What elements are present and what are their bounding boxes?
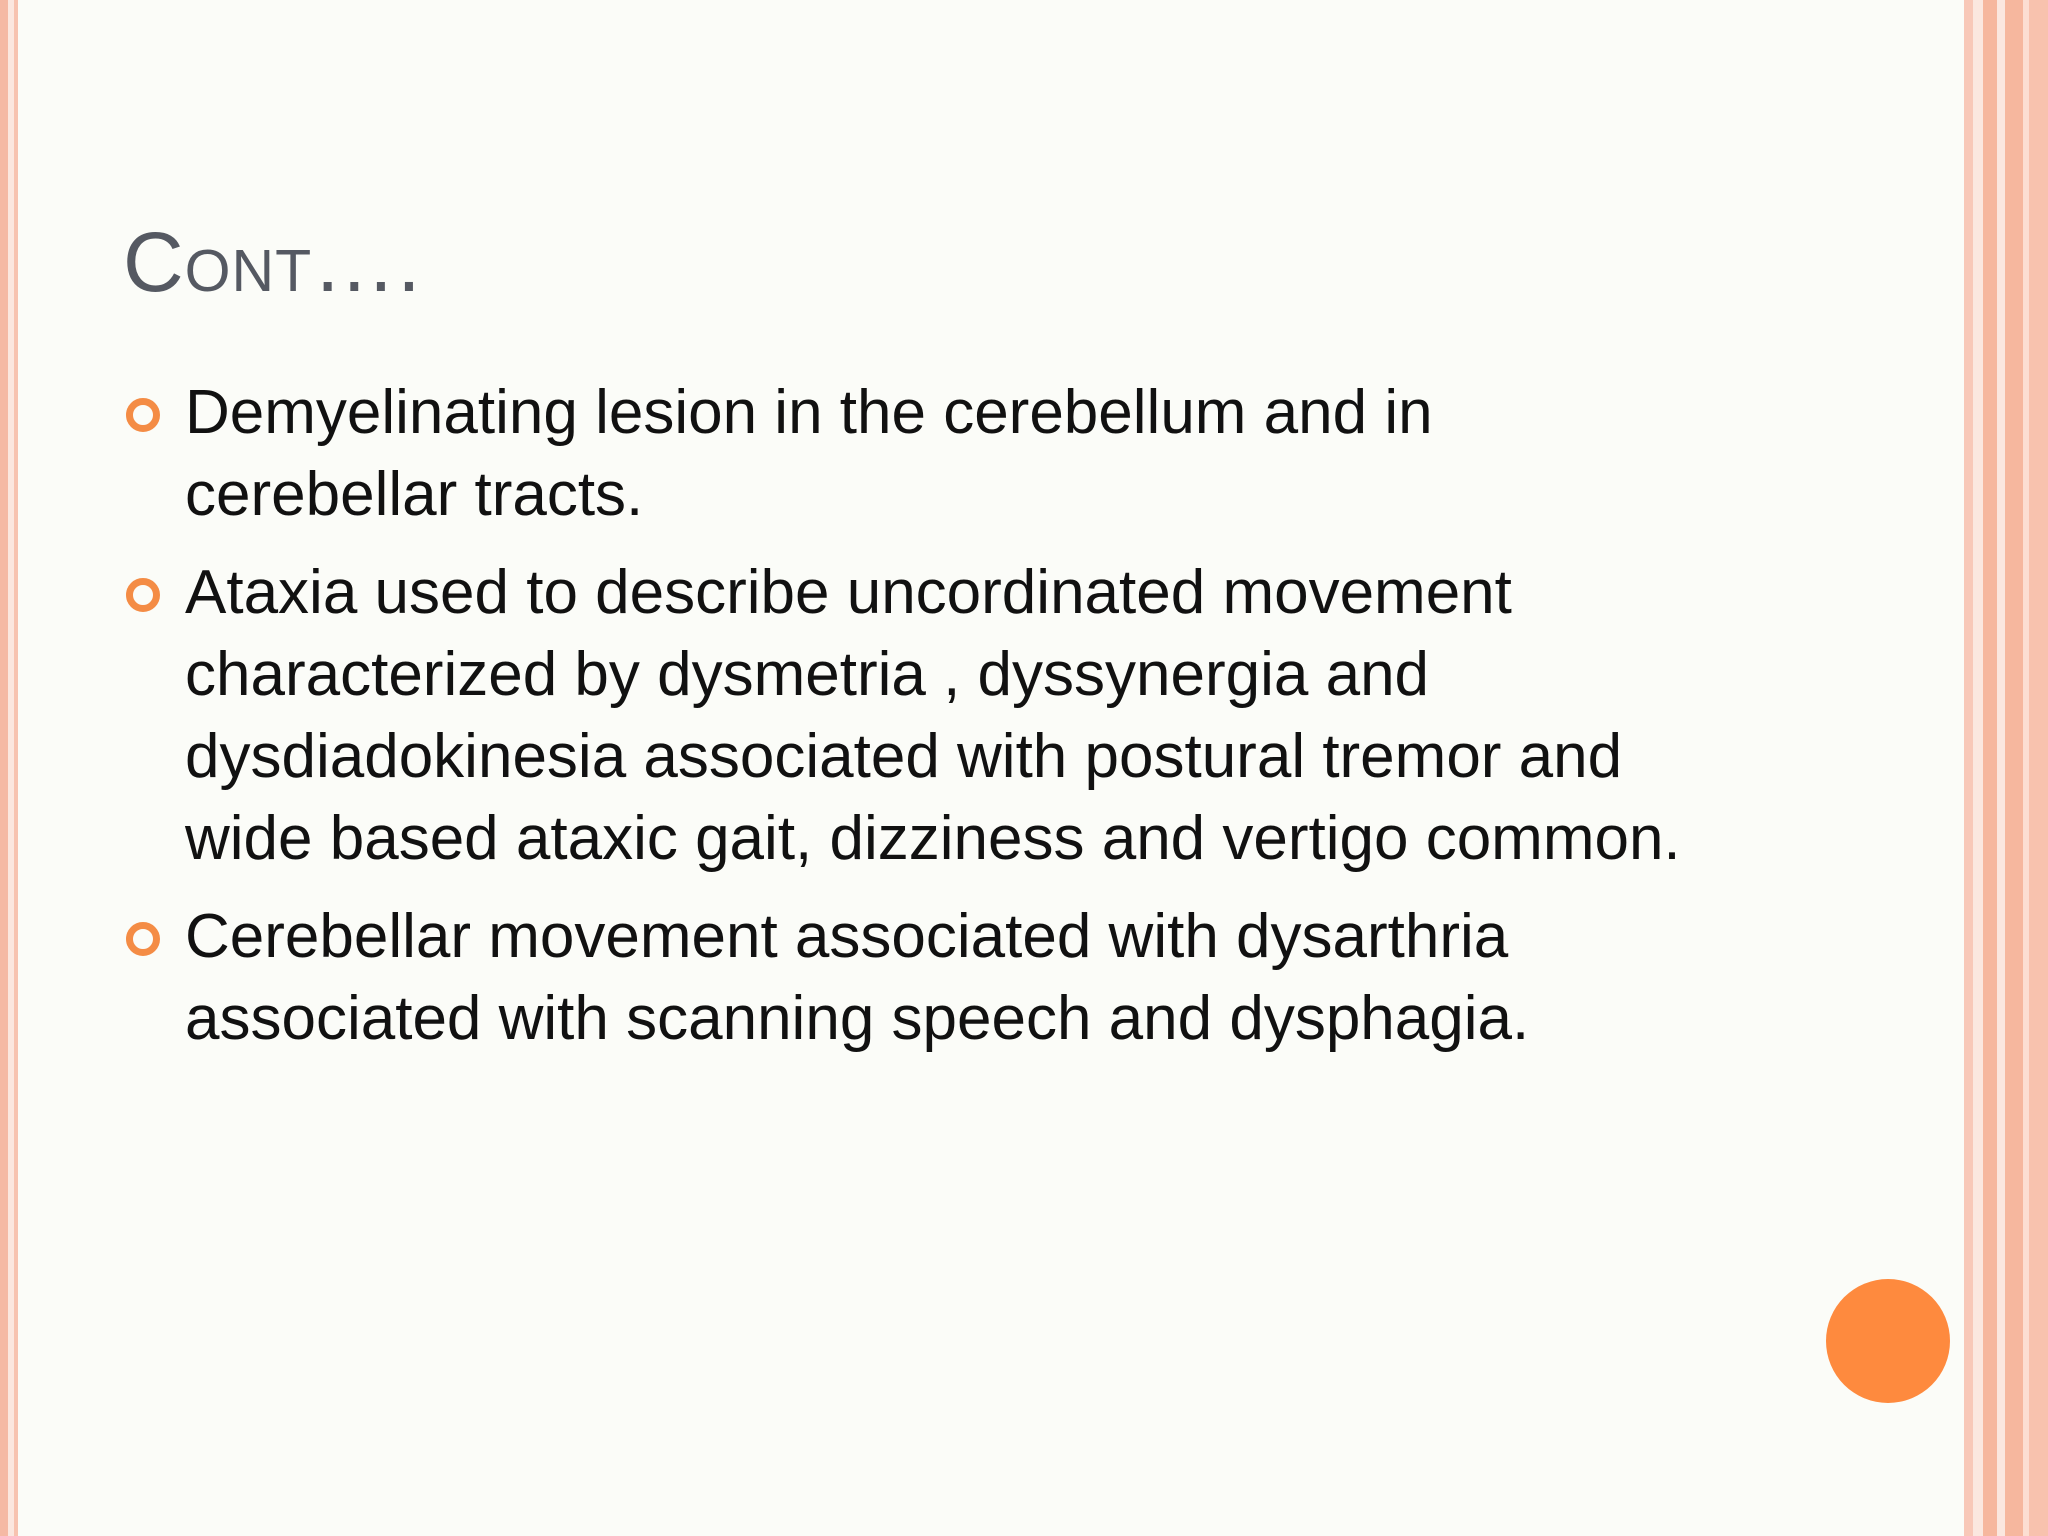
- bullet-text: Cerebellar movement associated with dysarthria associated with scanning speech and dysphagia.: [185, 902, 1530, 1053]
- bullet-text: Demyelinating lesion in the cerebellum and in cerebellar tracts.: [185, 378, 1433, 529]
- bullet-item: [126, 896, 1706, 1060]
- slide-title: Cont….: [123, 215, 422, 309]
- left-border-stripe: [0, 0, 8, 1536]
- bullet-text: Ataxia used to describe uncordinated movement characterized by dysmetria , dyssynergia and dysdiadokinesia associated with postural tremor and wide based ataxic gait, dizziness and vertigo common.: [185, 558, 1681, 873]
- bullet-item: [126, 372, 1706, 536]
- right-border-band: [1964, 0, 2048, 1536]
- left-border-stripe-inner: [14, 0, 18, 1536]
- orange-circle-decoration: [1826, 1279, 1950, 1403]
- bullet-list: [126, 372, 1706, 1076]
- circle-bullet-icon: [126, 578, 160, 612]
- circle-bullet-icon: [126, 922, 160, 956]
- circle-bullet-icon: [126, 398, 160, 432]
- bullet-item: [126, 552, 1706, 880]
